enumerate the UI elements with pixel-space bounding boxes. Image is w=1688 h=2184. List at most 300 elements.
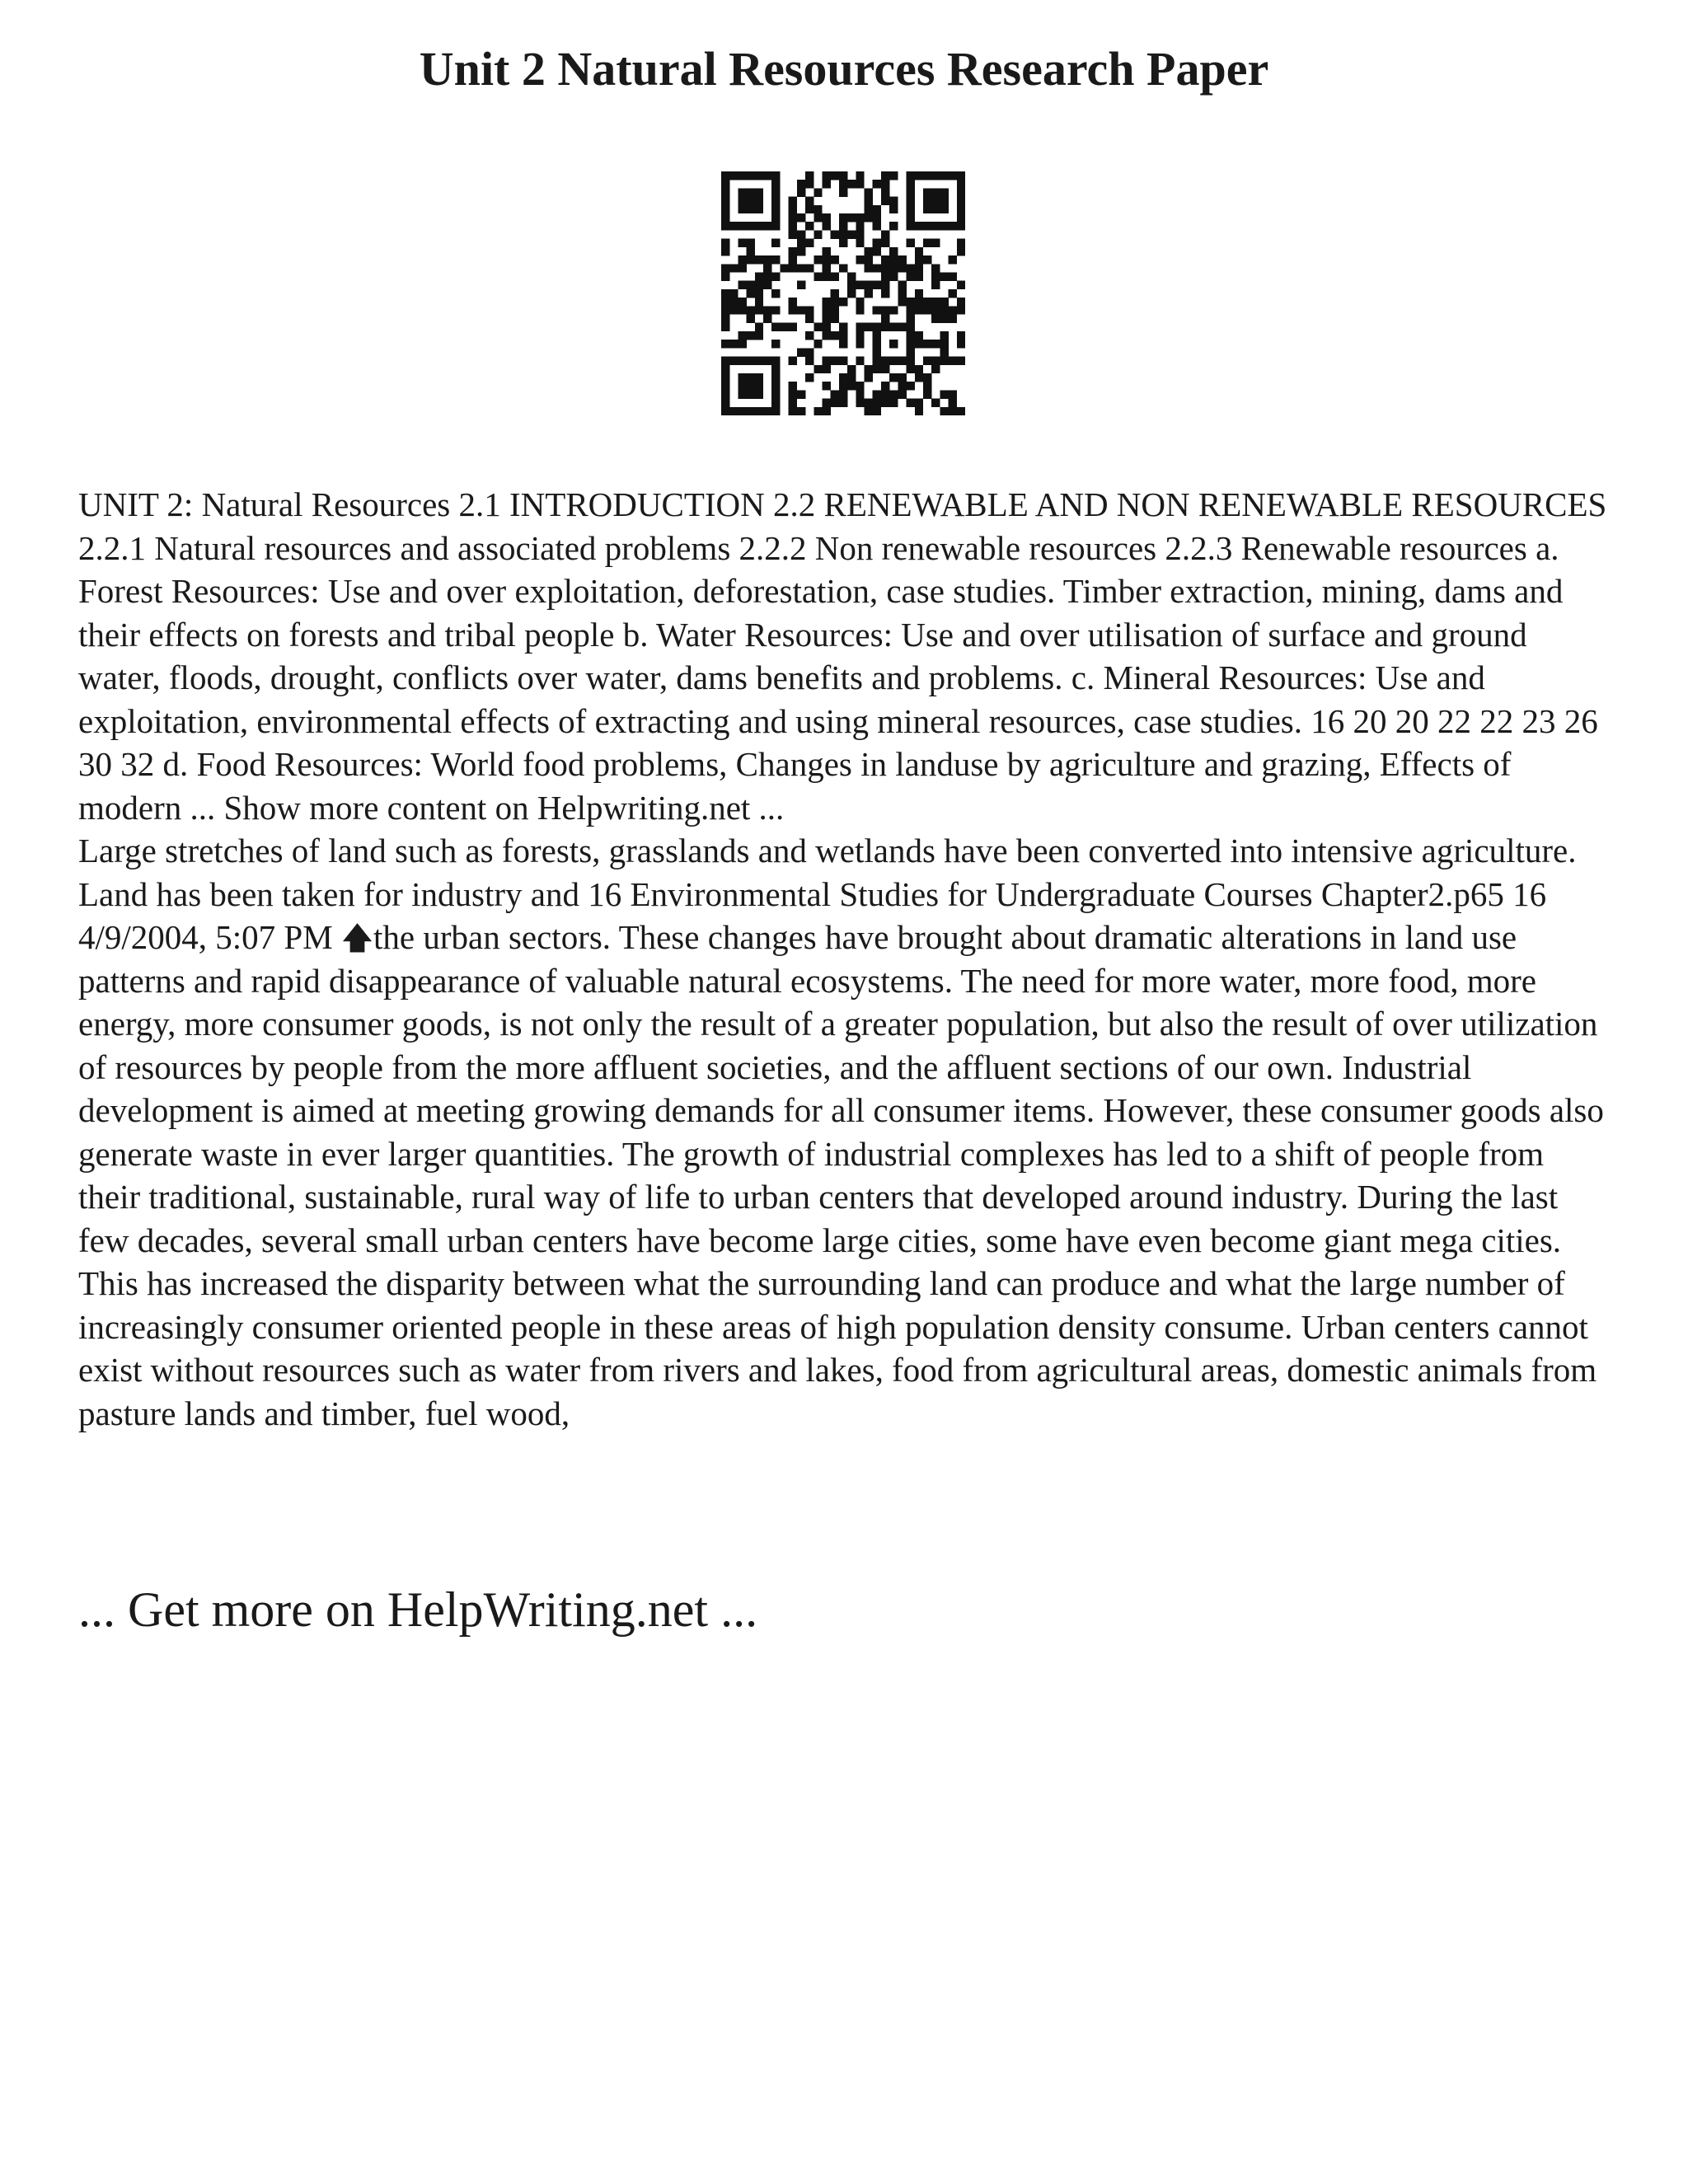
qr-module: [915, 407, 923, 415]
qr-module: [729, 407, 738, 415]
qr-module: [873, 348, 881, 356]
qr-module: [931, 171, 940, 180]
qr-module: [881, 390, 889, 398]
qr-module: [771, 357, 780, 365]
qr-module: [822, 357, 830, 365]
qr-module: [721, 382, 729, 390]
qr-module: [931, 315, 940, 323]
qr-module: [822, 180, 830, 188]
qr-module: [915, 264, 923, 272]
qr-module: [738, 382, 746, 390]
qr-module: [856, 306, 864, 314]
qr-module: [721, 298, 729, 306]
qr-module: [847, 230, 856, 238]
qr-module: [831, 331, 839, 340]
qr-code[interactable]: [721, 171, 965, 415]
qr-module: [847, 289, 856, 298]
qr-module: [839, 399, 847, 407]
qr-module: [881, 264, 889, 272]
qr-module: [839, 180, 847, 188]
qr-module: [856, 281, 864, 289]
qr-module: [915, 289, 923, 298]
qr-module: [923, 255, 931, 264]
qr-module: [755, 390, 763, 398]
qr-module: [881, 171, 889, 180]
qr-module: [721, 289, 729, 298]
qr-module: [931, 222, 940, 230]
qr-module: [747, 255, 755, 264]
qr-module: [831, 171, 839, 180]
qr-module: [797, 281, 805, 289]
qr-module: [755, 281, 763, 289]
qr-module: [831, 390, 839, 398]
qr-module: [856, 331, 864, 340]
qr-module: [763, 272, 771, 280]
qr-module: [771, 213, 780, 222]
qr-module: [907, 357, 915, 365]
qr-module: [957, 222, 965, 230]
qr-module: [763, 407, 771, 415]
qr-module: [780, 264, 788, 272]
qr-module: [721, 222, 729, 230]
qr-module: [898, 382, 906, 390]
qr-module: [839, 239, 847, 247]
qr-module: [839, 357, 847, 365]
qr-module: [755, 382, 763, 390]
get-more-link[interactable]: ... Get more on HelpWriting.net ...: [78, 1582, 758, 1637]
qr-module: [923, 382, 931, 390]
qr-module: [738, 357, 746, 365]
qr-module: [907, 306, 915, 314]
qr-module: [831, 230, 839, 238]
qr-module: [923, 239, 931, 247]
qr-module: [814, 272, 822, 280]
qr-module: [797, 390, 805, 398]
qr-module: [839, 331, 847, 340]
qr-module: [721, 357, 729, 365]
qr-module: [721, 365, 729, 373]
qr-module: [747, 390, 755, 398]
qr-module: [721, 239, 729, 247]
qr-module: [729, 357, 738, 365]
qr-module: [889, 399, 898, 407]
qr-module: [940, 222, 948, 230]
qr-module: [738, 239, 746, 247]
qr-module: [949, 306, 957, 314]
qr-module: [915, 340, 923, 348]
qr-module: [898, 255, 906, 264]
qr-module: [797, 306, 805, 314]
qr-module: [771, 255, 780, 264]
qr-module: [931, 357, 940, 365]
qr-module: [822, 365, 830, 373]
qr-module: [738, 281, 746, 289]
qr-module: [814, 323, 822, 331]
qr-module: [747, 188, 755, 196]
qr-module: [865, 289, 873, 298]
qr-module: [889, 357, 898, 365]
qr-module: [747, 205, 755, 213]
qr-module: [907, 213, 915, 222]
qr-module: [747, 373, 755, 382]
qr-module: [907, 239, 915, 247]
qr-module: [747, 247, 755, 255]
qr-module: [763, 315, 771, 323]
qr-module: [865, 373, 873, 382]
qr-module: [763, 357, 771, 365]
qr-module: [907, 298, 915, 306]
qr-module: [957, 247, 965, 255]
qr-module: [721, 306, 729, 314]
qr-module: [940, 171, 948, 180]
qr-module: [755, 197, 763, 205]
qr-module: [755, 272, 763, 280]
qr-module: [839, 264, 847, 272]
qr-module: [940, 306, 948, 314]
qr-module: [931, 399, 940, 407]
qr-module: [839, 213, 847, 222]
paragraph-table-of-contents: UNIT 2: Natural Resources 2.1 INTRODUCTION 2.2 RENEWABLE AND NON RENEWABLE RESOURCES 2.2.1 Natural resources and associated problems 2.2.2 Non renewable resources 2.2.3 Renewable resources a. Forest Resources: Use and over exploitation, deforestation, case studies. Timber extraction, mining, dams and their effects on forests and tribal people b. Water Resources: Use and over utilisation of surface and ground water, floods, drought, conflicts over water, dams benefits and problems. c. Mineral Resources: Use and exploitation, environmental effects of extracting and using mineral resources, case studies. 16 20 20 22 22 23 26 30 32 d. Food Resources: World food problems, Changes in landuse by agriculture and grazing, Effects of modern ... Show more content on Helpwriting.net ...: [78, 485, 1607, 827]
qr-module: [865, 323, 873, 331]
qr-module: [771, 239, 780, 247]
qr-module: [771, 340, 780, 348]
qr-module: [763, 255, 771, 264]
qr-module: [831, 298, 839, 306]
qr-module: [721, 340, 729, 348]
qr-module: [822, 171, 830, 180]
qr-module: [789, 197, 797, 205]
qr-module: [814, 340, 822, 348]
qr-module: [789, 298, 797, 306]
qr-module: [822, 213, 830, 222]
qr-module: [949, 255, 957, 264]
qr-module: [889, 171, 898, 180]
qr-module: [915, 373, 923, 382]
qr-module: [831, 399, 839, 407]
qr-module: [915, 272, 923, 280]
qr-module: [898, 298, 906, 306]
qr-module: [738, 407, 746, 415]
qr-module: [907, 264, 915, 272]
qr-module: [747, 407, 755, 415]
qr-module: [771, 365, 780, 373]
qr-module: [822, 264, 830, 272]
qr-module: [771, 306, 780, 314]
qr-module: [847, 373, 856, 382]
qr-module: [940, 348, 948, 356]
qr-module: [881, 272, 889, 280]
qr-module: [797, 239, 805, 247]
qr-module: [873, 306, 881, 314]
qr-module: [881, 180, 889, 188]
qr-module: [789, 407, 797, 415]
qr-module: [747, 171, 755, 180]
qr-module: [889, 390, 898, 398]
qr-module: [957, 407, 965, 415]
qr-module: [881, 230, 889, 238]
qr-module: [747, 197, 755, 205]
qr-module: [755, 331, 763, 340]
qr-module: [873, 180, 881, 188]
qr-module: [873, 213, 881, 222]
qr-module: [839, 390, 847, 398]
qr-module: [814, 188, 822, 196]
qr-module: [856, 298, 864, 306]
qr-module: [865, 247, 873, 255]
qr-module: [940, 407, 948, 415]
qr-module: [949, 272, 957, 280]
qr-module: [738, 205, 746, 213]
qr-module: [923, 222, 931, 230]
qr-module: [847, 365, 856, 373]
qr-module: [865, 281, 873, 289]
qr-module: [915, 247, 923, 255]
qr-module: [856, 390, 864, 398]
qr-module: [889, 197, 898, 205]
qr-module: [729, 171, 738, 180]
qr-module: [957, 306, 965, 314]
qr-module: [747, 239, 755, 247]
qr-module: [747, 357, 755, 365]
qr-module: [738, 222, 746, 230]
qr-module: [873, 331, 881, 340]
qr-module: [721, 399, 729, 407]
qr-module: [907, 348, 915, 356]
qr-module: [907, 315, 915, 323]
qr-module: [881, 197, 889, 205]
qr-module: [915, 298, 923, 306]
qr-module: [873, 264, 881, 272]
qr-module: [789, 357, 797, 365]
qr-module: [915, 171, 923, 180]
qr-module: [889, 205, 898, 213]
qr-module: [721, 264, 729, 272]
qr-module: [873, 340, 881, 348]
qr-module: [738, 171, 746, 180]
qr-module: [789, 247, 797, 255]
qr-module: [865, 264, 873, 272]
qr-module: [822, 399, 830, 407]
qr-module: [931, 188, 940, 196]
qr-module: [755, 188, 763, 196]
qr-module: [789, 390, 797, 398]
qr-module: [789, 222, 797, 230]
qr-module: [881, 188, 889, 196]
qr-module: [822, 306, 830, 314]
qr-module: [873, 205, 881, 213]
qr-module: [847, 281, 856, 289]
qr-module: [763, 222, 771, 230]
qr-module: [873, 407, 881, 415]
qr-module: [839, 373, 847, 382]
qr-module: [805, 180, 814, 188]
qr-module: [873, 365, 881, 373]
qr-module: [881, 315, 889, 323]
qr-module: [931, 239, 940, 247]
qr-module: [923, 188, 931, 196]
qr-module: [865, 197, 873, 205]
qr-module: [721, 180, 729, 188]
qr-module: [940, 298, 948, 306]
qr-module: [940, 331, 948, 340]
qr-module: [873, 247, 881, 255]
up-arrow-icon: 🡅: [340, 921, 374, 956]
qr-module: [814, 213, 822, 222]
qr-module: [907, 171, 915, 180]
qr-module: [949, 289, 957, 298]
qr-module: [907, 382, 915, 390]
qr-module: [847, 272, 856, 280]
qr-module: [923, 306, 931, 314]
qr-module: [771, 171, 780, 180]
qr-module: [907, 180, 915, 188]
qr-module: [873, 323, 881, 331]
qr-module: [771, 205, 780, 213]
qr-module: [940, 205, 948, 213]
qr-module: [721, 213, 729, 222]
qr-module: [763, 264, 771, 272]
qr-module: [907, 222, 915, 230]
qr-module: [957, 213, 965, 222]
qr-module: [805, 205, 814, 213]
qr-module: [814, 365, 822, 373]
qr-module: [839, 188, 847, 196]
qr-module: [755, 289, 763, 298]
qr-module: [805, 315, 814, 323]
qr-module: [822, 272, 830, 280]
qr-module: [873, 239, 881, 247]
qr-module: [738, 255, 746, 264]
paragraph-land-use: [78, 829, 1613, 1435]
qr-module: [831, 306, 839, 314]
qr-module: [923, 357, 931, 365]
qr-module: [721, 205, 729, 213]
qr-module: [797, 180, 805, 188]
qr-module: [814, 205, 822, 213]
qr-module: [931, 205, 940, 213]
qr-module: [721, 323, 729, 331]
qr-module: [721, 373, 729, 382]
qr-module: [771, 289, 780, 298]
qr-module: [839, 171, 847, 180]
qr-module: [957, 298, 965, 306]
qr-module: [881, 281, 889, 289]
qr-module: [721, 188, 729, 196]
qr-module: [923, 390, 931, 398]
qr-module: [789, 255, 797, 264]
qr-module: [856, 340, 864, 348]
qr-module: [771, 382, 780, 390]
qr-module: [865, 407, 873, 415]
qr-module: [729, 340, 738, 348]
qr-module: [738, 340, 746, 348]
qr-module: [721, 197, 729, 205]
qr-module: [771, 323, 780, 331]
qr-module: [931, 264, 940, 272]
qr-module: [805, 197, 814, 205]
qr-module: [797, 407, 805, 415]
qr-module: [822, 323, 830, 331]
qr-module: [873, 390, 881, 398]
qr-module: [949, 357, 957, 365]
qr-module: [915, 365, 923, 373]
qr-module: [957, 340, 965, 348]
qr-module: [957, 188, 965, 196]
qr-module: [915, 222, 923, 230]
qr-module: [907, 272, 915, 280]
qr-module: [831, 255, 839, 264]
qr-module: [831, 315, 839, 323]
qr-module: [822, 407, 830, 415]
qr-module: [847, 213, 856, 222]
qr-module: [755, 373, 763, 382]
qr-module: [771, 399, 780, 407]
qr-module: [931, 272, 940, 280]
qr-module: [738, 264, 746, 272]
qr-module: [907, 331, 915, 340]
qr-module: [789, 213, 797, 222]
qr-module: [940, 315, 948, 323]
qr-module: [931, 306, 940, 314]
qr-module: [889, 264, 898, 272]
qr-module: [805, 357, 814, 365]
qr-module: [763, 281, 771, 289]
qr-module: [839, 298, 847, 306]
qr-module: [931, 281, 940, 289]
qr-module: [856, 230, 864, 238]
qr-module: [831, 357, 839, 365]
qr-module: [789, 382, 797, 390]
qr-module: [789, 306, 797, 314]
qr-module: [873, 281, 881, 289]
qr-module: [721, 171, 729, 180]
qr-module: [931, 197, 940, 205]
qr-module: [889, 222, 898, 230]
qr-module: [797, 230, 805, 238]
qr-module: [957, 171, 965, 180]
qr-module: [738, 306, 746, 314]
qr-module: [898, 264, 906, 272]
qr-module: [738, 197, 746, 205]
qr-module: [856, 171, 864, 180]
paragraph-land-use-start: Large stretches of land such as forests, grasslands and wetlands have been converted into intensive agriculture. Land has been taken for industry and 16 Environmental Studies for Undergraduate Courses Chapter2.p65 16 4/9/2004, 5:07 PM: [78, 832, 1577, 956]
qr-module: [822, 255, 830, 264]
qr-module: [763, 306, 771, 314]
paragraph-land-use-end: the urban sectors. These changes have brought about dramatic alterations in land use patterns and rapid disappearance of valuable natural ecosystems. The need for more water, more food, more energy, more consumer goods, is not only the result of a greater population, but also the result of over utilization of resources by people from the more affluent societies, and the affluent sections of our own. Industrial development is aimed at meeting growing demands for all consumer items. However, these consumer goods also generate waste in ever larger quantities. The growth of industrial complexes has led to a shift of people from their traditional, sustainable, rural way of life to urban centers that developed around industry. During the last few decades, several small urban centers have become large cities, some have even become giant mega cities. This has increased the disparity between what the surrounding land can produce and what the large number of increasingly consumer oriented people in these areas of high population density consume. Urban centers cannot exist without resources such as water from rivers and lakes, food from agricultural areas, domestic animals from pasture lands and timber, fuel wood,: [78, 918, 1604, 1432]
qr-module: [789, 399, 797, 407]
qr-module: [957, 197, 965, 205]
qr-module: [898, 357, 906, 365]
qr-module: [771, 180, 780, 188]
qr-module: [949, 171, 957, 180]
qr-module: [856, 323, 864, 331]
qr-module: [789, 264, 797, 272]
qr-module: [915, 399, 923, 407]
qr-module: [814, 255, 822, 264]
qr-module: [949, 222, 957, 230]
qr-module: [907, 323, 915, 331]
qr-module: [738, 331, 746, 340]
document-body: [78, 483, 1613, 1435]
qr-module: [747, 306, 755, 314]
qr-module: [747, 281, 755, 289]
qr-module: [949, 407, 957, 415]
qr-module: [923, 171, 931, 180]
qr-module: [822, 298, 830, 306]
qr-module: [881, 399, 889, 407]
qr-module: [856, 222, 864, 230]
qr-module: [839, 323, 847, 331]
